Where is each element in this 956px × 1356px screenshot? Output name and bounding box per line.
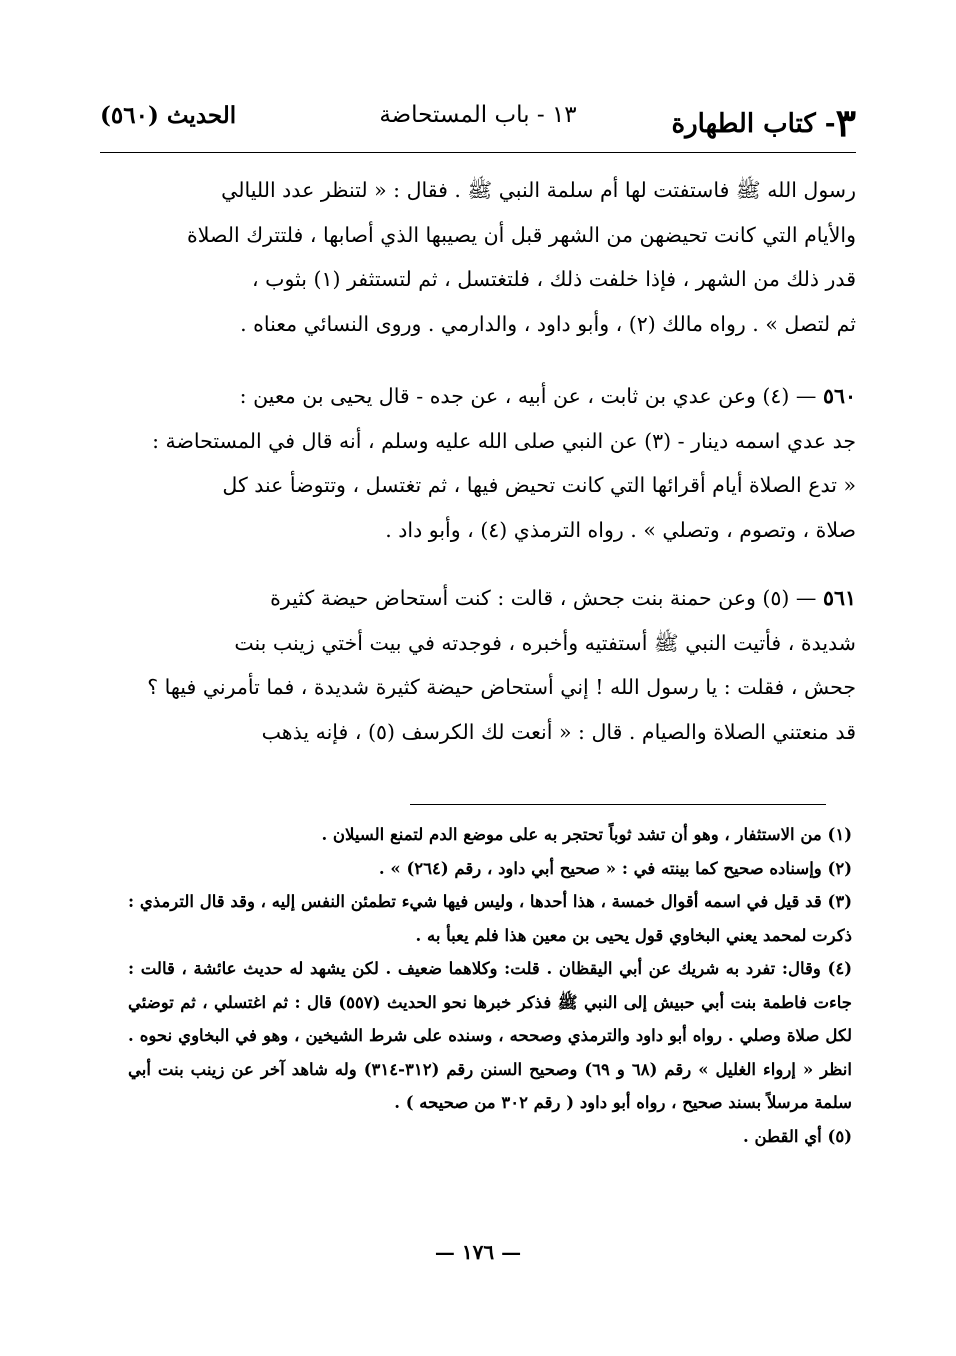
hadith-560-line: ٥٦٠ — (٤) وعن عدي بن ثابت ، عن أبيه ، عن جده - قال يحيى بن معين : [239,384,856,408]
hadith-561-line: قد منعتني الصلاة والصيام . قال : « أنعت لك الكرسف (٥) ، فإنه يذهب [261,719,856,744]
footnotes [128,818,852,1153]
main-text [100,168,856,754]
footnote: (٤) وقال: تفرد به شريك عن أبي اليقظان . قلت: وكلاهما ضعيف . لكن يشهد له حديث عائشة ، قالت : جاءت فاطمة بنت أبي حبيش إلى النبي ﷺ فذكر خبرها نحو الحديث (٥٥٧) قال : ثم اغتسلي ، ثم توضئي لكل صلاة وصلي . رواه أبو داود والترمذي وصححه ، وسنده على شرط الشيخين ، وهو في البخاوي نحوه . انظر « إرواء الغليل » رقم (٦٨ و ٦٩) وصحيح السنن رقم (٣١٢-٣١٤) وله شاهد آخر عن زينب بنت أبي سلمة مرسلاً بسند صحيح ، رواه أبو داود ( رقم ٣٠٢ من صحيحه ) . [128,959,852,1112]
book-number: ٣ [835,100,856,145]
hadith-561-line: شديدة ، فأتيت النبي ﷺ أستفتيه وأخبره ، فوجدته في بيت أختي زينب بنت [234,630,856,655]
hadith-560-line: « تدع الصلاة أيام أقرائها التي كانت تحيض فيها ، ثم تغتسل ، وتتوضأ عند كل [222,473,856,497]
footnote-rule [410,804,826,805]
hadith-reference: الحديث (٥٦٠) [100,102,237,129]
text-line: قدر ذلك من الشهر ، فإذا خلفت ذلك ، فلتغتسل ، ثم لتستثفر (١) بثوب ، [252,267,856,291]
hadith-561-line: ٥٦١ — (٥) وعن حمنة بنت جحش ، قالت : كنت أستحاض حيضة كثيرة [270,586,856,610]
hadith-560-line: جد عدي اسمه دينار - (٣) عن النبي صلى الله عليه وسلم ، أنه قال في المستحاضة : [152,428,856,453]
footnote: (٣) قد قيل في اسمه أقوال خمسة ، هذا أحدها ، وليس فيها شيء تطمئن النفس إليه ، وقد قال الترمذي : ذكرت لمحمد يعني البخاوي قول يحيى بن معين هذا فلم يعبأ به . [128,892,852,945]
hadith-number: ٥٦١ [822,586,856,610]
footnote: (١) من الاستثفار ، وهو أن تشد ثوباً تحتجر به على موضع الدم لتمنع السيلان . [321,825,852,844]
text-line: رسول الله ﷺ فاستفتت لها أم سلمة النبي ﷺ . فقال : « لتنظر عدد الليالي [221,178,856,202]
chapter-title: ١٣ - باب المستحاضة [379,102,577,128]
footnote: (٥) أي القطن . [742,1126,852,1146]
page-header [100,98,856,145]
text-line: والأيام التي كانت تحيضهن من الشهر قبل أن يصيبها الذي أصابها ، فلتترك الصلاة [186,222,856,247]
footnote: (٢) وإسناده صحيح كما بينته في : « صحيح أبي داود ، رقم (٢٦٤) » . [378,858,852,878]
header-rule [100,152,856,153]
hadith-number: ٥٦٠ [822,384,856,408]
text-line: ثم لتصل » . رواه مالك (٢) ، وأبو داود ، والدارمي . وروى النسائي معناه . [240,311,856,336]
page-number: — ١٧٦ — [434,1240,522,1264]
hadith-560-line: صلاة ، وتصوم ، وتصلي » . رواه الترمذي (٤) ، وأبو داد . [385,517,856,542]
book-title-text: - كتاب الطهارة [671,109,836,139]
hadith-561-line: جحش ، فقلت : يا رسول الله ! إني أستحاض حيضة كثيرة شديدة ، فما تأمرني فيها ؟ [147,675,856,699]
